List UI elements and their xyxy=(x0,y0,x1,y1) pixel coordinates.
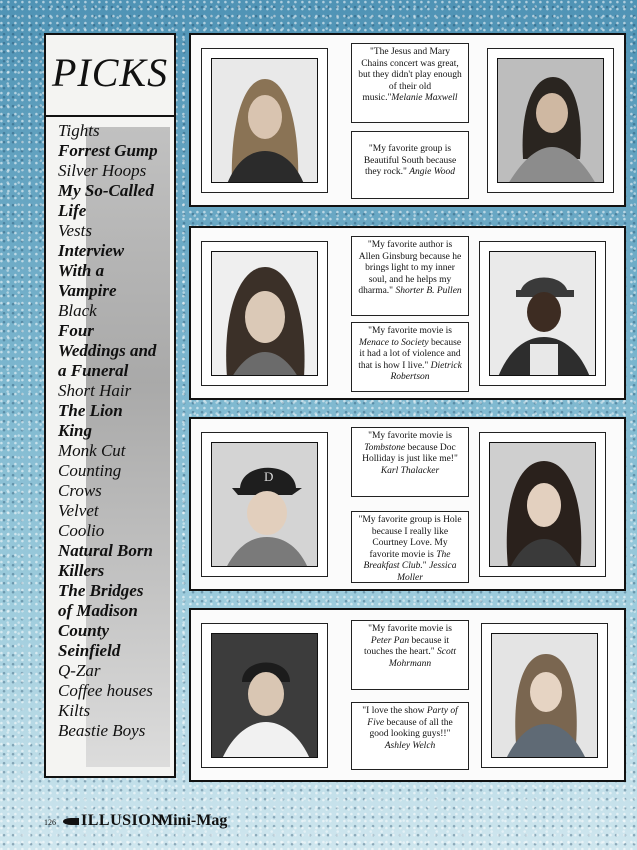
quote-card xyxy=(351,620,469,690)
portrait-image xyxy=(489,251,596,376)
pick-item: Beastie Boys xyxy=(58,721,146,740)
portrait-image xyxy=(211,633,318,758)
pick-item: The Bridges xyxy=(58,581,144,600)
pick-item: County xyxy=(58,621,110,640)
pick-item: Four xyxy=(58,321,94,340)
picks-title: PICKS xyxy=(52,50,169,95)
quote-title: Menace to Society xyxy=(358,337,429,348)
pick-item: The Lion xyxy=(58,401,123,420)
student-panel-3 xyxy=(189,417,626,591)
pick-item: Counting xyxy=(58,461,122,480)
student-photo-jessica-moller xyxy=(479,432,606,577)
quote-card xyxy=(351,131,469,199)
quote-author: Shorter B. Pullen xyxy=(395,286,462,296)
quote-author: Scott Mohrmann xyxy=(388,647,456,669)
quote-card xyxy=(351,43,469,123)
quote-title: The Breakfast Club. xyxy=(363,549,451,571)
quote-text: "My favorite group is Hole because I really like Courtney Love. My favorite movie is xyxy=(358,515,462,560)
picks-list xyxy=(58,121,158,741)
fish-icon xyxy=(63,818,79,825)
pick-item: Short Hair xyxy=(58,381,132,400)
brand-logo xyxy=(63,812,163,830)
pick-item: Silver Hoops xyxy=(58,161,147,180)
quote-text: "My favorite author is Allen Ginsburg because he brings light to my inner soul, and he helps my dharma." xyxy=(358,240,462,296)
quote-text: "My favorite movie is xyxy=(368,326,452,336)
pick-item: With a xyxy=(58,261,105,280)
page-number: 126 xyxy=(44,818,56,827)
quote-text: because it had a lot of violence and that is how I live." xyxy=(358,337,462,371)
pick-item: Interview xyxy=(58,241,125,260)
student-photo-dietrick-robertson xyxy=(479,241,606,386)
pick-item: of Madison xyxy=(58,601,138,620)
pick-item: Crows xyxy=(58,481,102,500)
pick-item: a Funeral xyxy=(58,361,129,380)
svg-text:D: D xyxy=(264,469,274,484)
portrait-image xyxy=(497,58,604,183)
quote-card xyxy=(351,702,469,770)
quote-card xyxy=(351,427,469,497)
pick-item: Forrest Gump xyxy=(58,141,158,160)
picks-sidebar xyxy=(44,33,176,778)
quote-card xyxy=(351,236,469,316)
quote-card xyxy=(351,511,469,583)
pick-item: Weddings and xyxy=(58,341,157,360)
quote-author: Jessica Moller xyxy=(397,561,457,583)
quote-author: Angie Wood xyxy=(409,167,456,177)
quote-title: Tombstone xyxy=(364,442,406,453)
pick-item: Kilts xyxy=(58,701,91,720)
quote-text: "My favorite movie is xyxy=(368,624,452,634)
student-panel-2 xyxy=(189,226,626,400)
student-photo-melanie-maxwell xyxy=(201,48,328,193)
quote-text: because of all the good looking guys!!" xyxy=(369,717,453,739)
student-panel-1 xyxy=(189,33,626,207)
pick-item: Monk Cut xyxy=(58,441,126,460)
pick-item: Life xyxy=(58,201,87,220)
student-photo-scott-mohrmann xyxy=(201,623,328,768)
quote-author: Karl Thalacker xyxy=(380,465,440,476)
portrait-image xyxy=(211,58,318,183)
quote-text: "My favorite group is Beautiful South because they rock." xyxy=(363,144,457,177)
portrait-image xyxy=(491,633,598,758)
section-title: Mini-Mag xyxy=(158,812,228,829)
pick-item: King xyxy=(58,421,93,440)
student-photo-karl-thalacker xyxy=(201,432,328,577)
pick-item: Vests xyxy=(58,221,92,240)
student-photo-shorter-pullen xyxy=(201,241,328,386)
pick-item: Coolio xyxy=(58,521,105,540)
portrait-image xyxy=(211,442,318,567)
title-rule xyxy=(46,115,174,117)
portrait-image xyxy=(211,251,318,376)
quote-title: Peter Pan xyxy=(370,635,410,646)
quote-text: "The Jesus and Mary Chains concert was great, but they didn't play enough of their old music." xyxy=(358,47,462,103)
pick-item: Seinfield xyxy=(58,641,121,660)
quote-author: Melanie Maxwell xyxy=(391,93,458,103)
pick-item: Natural Born xyxy=(58,541,153,560)
student-panel-4 xyxy=(189,608,626,782)
quote-text: "My favorite movie is xyxy=(368,431,452,441)
quote-text: " xyxy=(422,561,427,571)
pick-item: Vampire xyxy=(58,281,117,300)
pick-item: Q-Zar xyxy=(58,661,101,680)
student-photo-angie-wood xyxy=(487,48,614,193)
quote-text: because it touches the heart." xyxy=(364,635,450,657)
pick-item: Velvet xyxy=(58,501,99,520)
quote-author: Ashley Welch xyxy=(384,740,436,751)
pick-item: Coffee houses xyxy=(58,681,153,700)
brand-text: ILLUSION xyxy=(81,812,164,829)
quote-card xyxy=(351,322,469,392)
student-photo-ashley-welch xyxy=(481,623,608,768)
pick-item: My So-Called xyxy=(58,181,154,200)
portrait-image xyxy=(489,442,596,567)
pick-item: Black xyxy=(58,301,97,320)
quote-text: because Doc Holliday is just like me!" xyxy=(362,442,458,464)
pick-item: Tights xyxy=(58,121,100,140)
quote-title: Party of Five xyxy=(367,706,458,728)
quote-text: "I love the show xyxy=(362,706,427,716)
quote-author: Dietrick Robertson xyxy=(390,360,462,382)
pick-item: Killers xyxy=(58,561,105,580)
